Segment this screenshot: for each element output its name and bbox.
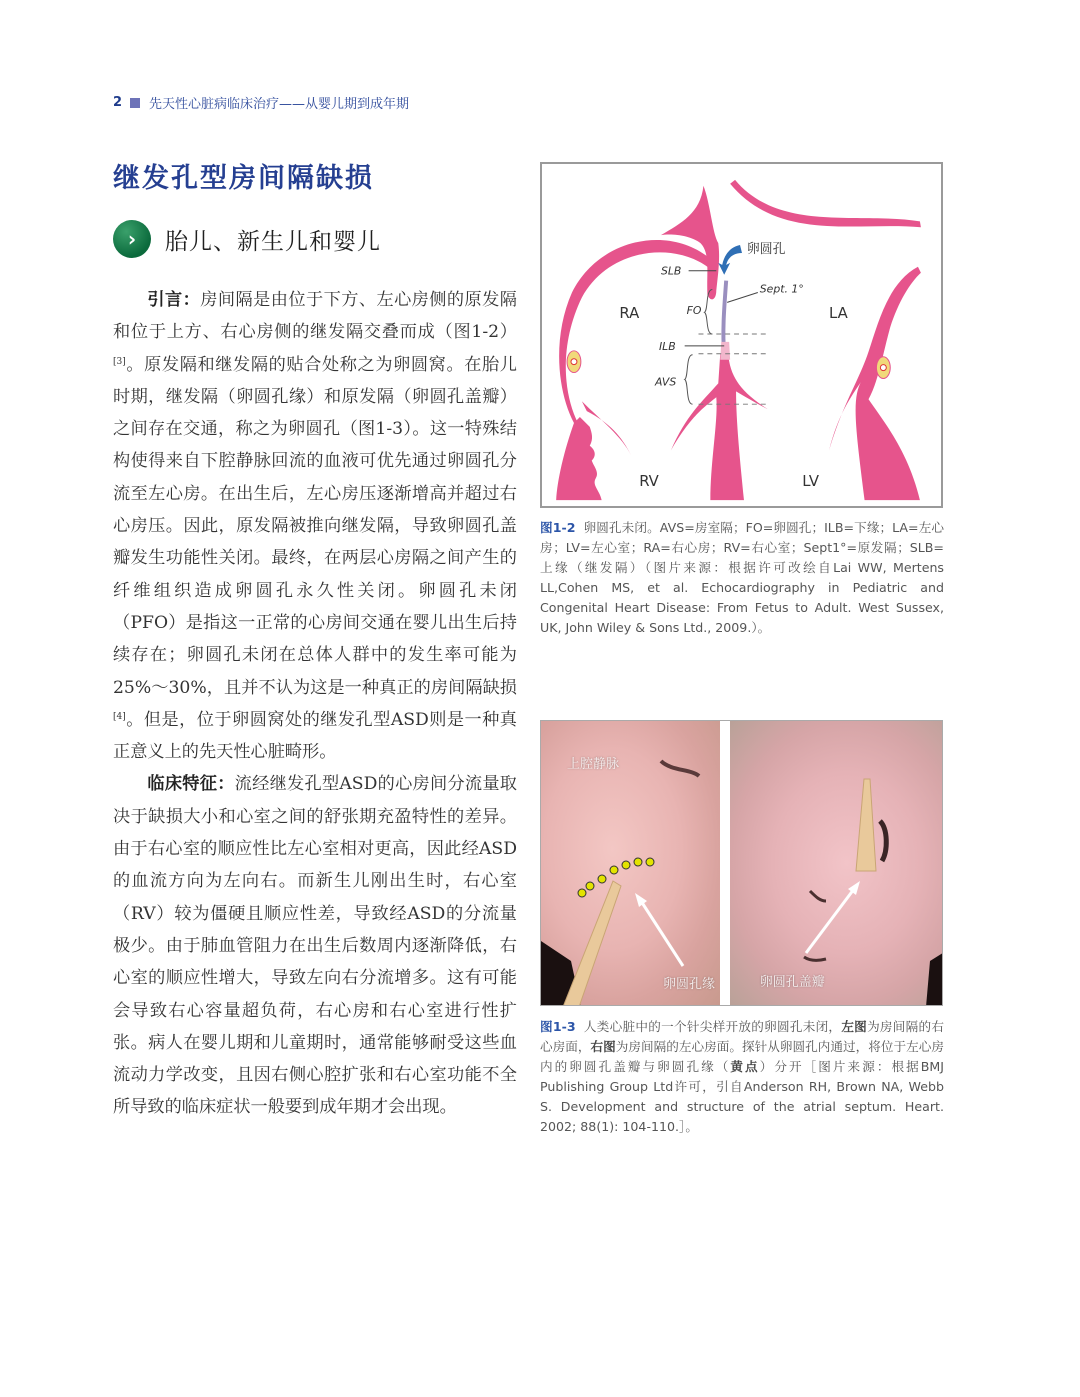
- figure-1-2-caption-text: 卵圆孔未闭。AVS=房室隔；FO=卵圆孔；ILB=下缘；LA=左心房；LV=左心室；RA=右心房；RV=右心室；Sept1°=原发隔；SLB=上缘（继发隔）（图片来源：根据许可改绘自Lai WW, Mertens LL,Cohen MS, et al. Echocardiography in Pediatric and Congenital Heart Disease: From Fetus to Adult. West Sussex, UK, John Wiley & Sons Ltd., 2009.）。: [540, 520, 944, 635]
- caption-1-3-mid-2: 为房间隔的左心房面。探针从卵圆孔内通过，将位于左心房内的卵圆孔盖瓣与卵圆孔缘（: [540, 1039, 945, 1074]
- intro-paragraph: [113, 284, 517, 768]
- figure-1-3-label: 图1-3: [540, 1019, 576, 1034]
- label-la: LA: [828, 305, 848, 323]
- label-rv: RV: [639, 473, 659, 491]
- left-photo-panel: [541, 721, 720, 1005]
- reference-4: [4]: [113, 711, 126, 722]
- label-lv: LV: [802, 473, 820, 491]
- figure-1-3-caption: [540, 1017, 944, 1137]
- label-ilb: ILB: [658, 339, 676, 353]
- chapter-title: 继发孔型房间隔缺损: [113, 163, 374, 194]
- panel-divider: [720, 721, 725, 1005]
- header-square-icon: [130, 98, 140, 108]
- figure-1-2-label: 图1-2: [540, 520, 576, 535]
- caption-1-3-bold-dots: 黄点: [730, 1059, 760, 1074]
- clinical-lead: 临床特征：: [147, 774, 235, 795]
- chevron-right-icon: ›: [113, 220, 151, 258]
- figure-1-2-diagram: [540, 162, 943, 508]
- book-title: 先天性心脏病临床治疗——从婴儿期到成年期: [149, 97, 410, 112]
- figure-1-2-caption: [540, 518, 944, 638]
- figure-1-3-photo: [540, 720, 943, 1006]
- caption-1-3-post: ）分开［图片来源：根据BMJ Publishing Group Ltd许可，引自Anderson RH, Brown NA, Webb S. Development and structure of the atrial septum. Heart. 2002; 88(1): 104-110.］。: [540, 1059, 945, 1134]
- label-svc: 上腔静脉: [567, 757, 620, 772]
- label-foramen: 卵圆孔: [746, 241, 786, 257]
- caption-1-3-mid-1: 为房间隔的右心房面，: [540, 1019, 945, 1054]
- clinical-text: 流经继发孔型ASD的心房间分流量取决于缺损大小和心室之间的舒张期充盈特性的差异。由于右心室的顺应性比左心室相对更高，因此经ASD的血流方向为左向右。而新生儿刚出生时，右心室（RV）较为僵硬且顺应性差，导致经ASD的分流量极少。由于肺血管阻力在出生后数周内逐渐降低，右心室的顺应性增大，导致左向右分流增多。这有可能会导致右心容量超负荷，右心房和右心室进行性扩张。病人在婴儿期和儿童期时，通常能够耐受这些血流动力学改变，且因右侧心腔扩张和右心室功能不全所导致的临床症状一般要到成年期才会出现。: [113, 774, 517, 1118]
- intro-text-2: 。原发隔和继发隔的贴合处称之为卵圆窝。在胎儿时期，继发隔（卵圆孔缘）和原发隔（卵圆孔盖瓣）之间存在交通，称之为卵圆孔（图1-3）。这一特殊结构使得来自下腔静脉回流的血液可优先通过卵圆孔分流至左心房。在出生后，左心房压逐渐增高并超过右心房压。因此，原发隔被推向继发隔，导致卵圆孔盖瓣发生功能性关闭。最终，在两层心房隔之间产生的纤维组织造成卵圆孔永久性关闭。卵圆孔未闭（PFO）是指这一正常的心房间交通在婴儿出生后持续存在；卵圆孔未闭在总体人群中的发生率可能为25%～30%，且并不认为这是一种真正的房间隔缺损: [113, 354, 517, 698]
- section-heading: [113, 220, 381, 258]
- body-text: [113, 284, 517, 1124]
- intro-text-3: 。但是，位于卵圆窝处的继发孔型ASD则是一种真正意义上的先天性心脏畸形。: [113, 709, 517, 763]
- clinical-paragraph: [113, 768, 517, 1123]
- caption-1-3-pre: 人类心脏中的一个针尖样开放的卵圆孔未闭，: [583, 1019, 842, 1034]
- label-avs: AVS: [655, 375, 677, 389]
- right-photo-panel: [730, 721, 942, 1005]
- reference-3: [3]: [113, 356, 126, 367]
- label-valve: 卵圆孔盖瓣: [759, 975, 825, 990]
- label-limbus: 卵圆孔缘: [663, 977, 716, 992]
- label-ra: RA: [619, 305, 640, 323]
- label-fo: FO: [686, 304, 702, 318]
- caption-1-3-bold-left: 左图: [841, 1019, 868, 1034]
- intro-lead: 引言：: [147, 290, 201, 310]
- caption-1-3-bold-right: 右图: [590, 1039, 616, 1054]
- page-number: 2: [113, 95, 123, 110]
- running-header: [113, 93, 409, 112]
- intro-text-1: 房间隔是由位于下方、左心房侧的原发隔和位于上方、右心房侧的继发隔交叠而成（图1-2）: [113, 290, 517, 343]
- section-title: 胎儿、新生儿和婴儿: [165, 228, 381, 255]
- label-slb: SLB: [660, 264, 682, 278]
- label-sept: Sept. 1°: [759, 282, 804, 296]
